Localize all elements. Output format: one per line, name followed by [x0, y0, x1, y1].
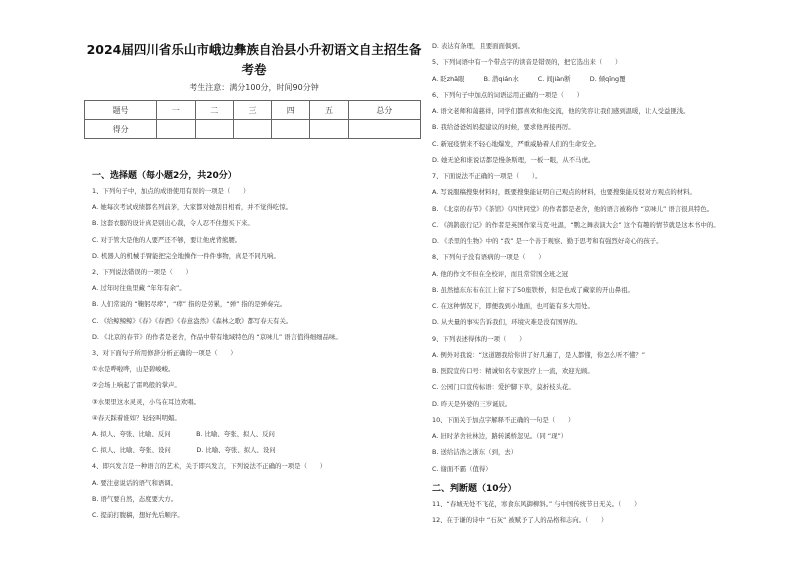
question-line: C. 拟人、比喻、夸张、设问 D. 比喻、夸张、拟人、设问	[92, 446, 276, 455]
score-blank[interactable]	[233, 120, 271, 139]
question-line: A. 要注意说话的语气和语调。	[92, 478, 178, 487]
question-line: C. 对于管大是他的人要严还不够，要让他虎背熊腰。	[92, 235, 242, 244]
question-line: 2、下列说法错误的一项是（ ）	[92, 268, 192, 276]
exam-title	[84, 40, 424, 80]
question-line: 7、下面说法不正确的一项是（ ）。	[432, 172, 542, 180]
question-line: A. 例外对我说：“这道题我给你讲了好几遍了，是人都懂，你怎么听不懂？”	[432, 350, 646, 359]
question-line: B. 医院宣传口号：精诚知名专家医疗上一流，欢迎光顾。	[432, 367, 594, 375]
question-line: B. 送给洁浩之浙东（到，去）	[432, 448, 518, 457]
question-line: D. 从夫量的事实告诉我们，环境灾难是没有国界的。	[432, 318, 582, 327]
question-line: 6、下列句子中加点的词语运用正确的一项是（ ）	[432, 90, 584, 99]
question-line: 3、对下面句子所用修辞分析正确的一项是（ ）	[92, 349, 237, 357]
question-line: D. 《北京的春节》的作者是老舍，作品中带有地域特色的 “京味儿” 语言值得细细品味。	[92, 332, 342, 341]
question-line: C. 在这种情况下，即便我到小地面，也可能有多大用处。	[432, 302, 594, 310]
title-line-1: 2024届四川省乐山市峨边彝族自治县小升初语文自主招生备	[86, 42, 422, 57]
question-line: 8、下列句子没有语病的一项是（ ）	[432, 253, 545, 262]
question-line: D. 昨天是外婆的三岁诞辰。	[432, 399, 512, 408]
question-line: D. 表达有条理，且要面面俱到。	[432, 42, 525, 50]
question-line: C. 提前打腹稿，想好先后顺序。	[92, 511, 184, 519]
question-line: A. 写说服稿搜集材料时，既要搜集能证明自己观点的材料，也要搜集能反驳对方观点的材料。	[432, 188, 696, 197]
question-line: B. 我给爸爸妈妈提建议的时候，要求他再接再厉。	[432, 123, 575, 132]
section-heading-choice: 一、选择题（每小题2分，共20分）	[92, 171, 237, 181]
question-line: ②会场上响起了雷鸣般的掌声。	[92, 381, 181, 390]
score-cell: 总分	[348, 101, 420, 120]
question-line: B. 语气要自然，态度要大方。	[92, 494, 178, 503]
question-line: A. 过年时往鱼里藏 “年年有余”。	[92, 284, 186, 293]
score-cell: 二	[195, 101, 233, 120]
question-line: 5、下列词语中有一个带点字的读音是错误的，把它选出来（ ）	[432, 58, 622, 67]
score-blank[interactable]	[195, 120, 233, 139]
score-cell: 一	[157, 101, 195, 120]
question-line: B. 这套衣服的设计真是别出心裁，令人忍不住想买下来。	[92, 219, 254, 228]
question-line: ③水果里这水灵灵，小鸟在耳边欢唱。	[92, 397, 200, 406]
score-cell: 题号	[85, 101, 157, 120]
question-line: 12、在于谦的诗中 “石灰” 被赋予了人的品格和志向。（ ）	[432, 516, 608, 524]
question-line: 1、下列句子中，加点的成语使用有误的一项是（ ）	[92, 187, 250, 195]
question-line: B. 人们常说的 “鞠躬尽瘁”，“瘁” 指的是劳累，“弹” 指的是弹奏完。	[92, 300, 287, 309]
score-blank[interactable]	[310, 120, 348, 139]
question-line: D. 机器人的机械手臂能把完全地操作一件件事物，真是不同凡响。	[92, 251, 280, 260]
score-value-row	[85, 120, 421, 139]
question-line: 9、下列表述得体的一项（ ）	[432, 334, 526, 343]
score-label: 得分	[85, 120, 157, 139]
section-heading-judge: 二、判断题（10分）	[432, 484, 517, 494]
title-line-2: 考卷	[241, 62, 267, 77]
question-line: A. 眨zhǎ眼 B. 潜qián水 C. 间jiàn断 D. 倾qīng覆	[432, 74, 626, 83]
score-blank[interactable]	[348, 120, 420, 139]
question-line: ④春天踩着谁如？轻轻叫明媚。	[92, 413, 181, 422]
question-line: C. 《鸽鹊旅行记》的作者是英国作家马克·吐温，“鹦之舞表演大会” 这个有趣的情节就是这本书中的。	[432, 220, 720, 229]
question-line: C. 谢面不霸（值得）	[432, 464, 492, 473]
question-line: C. 新冠疫情来不轻心地爆发，严重威胁着人们的生命安全。	[432, 139, 601, 148]
exam-notice: 考生注意：满分100分，时间90分钟	[189, 83, 319, 92]
question-line: A. 他的作文不但在全校评，而且常常国全班之冠	[432, 269, 569, 278]
question-line: A. 旧时茅舍社林边，路转溪桥忽见。（同 “现”）	[432, 432, 568, 440]
question-line: A. 拟人、夸张、比喻、反问 B. 比喻、夸张、拟人、反问	[92, 430, 275, 438]
question-line: A. 她每次考试成绩都名列前茅，大家都对她刮目相看，并不觉得吃惊。	[92, 203, 293, 212]
question-line: D. 她无论和谁说话都是慢条斯理，一板一眼，从不马虎。	[432, 155, 595, 164]
score-cell: 三	[233, 101, 271, 120]
score-cell: 五	[310, 101, 348, 120]
score-blank[interactable]	[272, 120, 310, 139]
question-line: B. 《北京的春节》《茶馆》《四世同堂》的作者都是老舍，他的语言被称作 “京味儿” 语言很具特色。	[432, 204, 714, 213]
score-header-row	[85, 101, 421, 120]
question-line: A. 语文老师和蔼慈祥，同学们都喜欢和他交流，他的笑容让我们感到温暖，让人受益匪浅。	[432, 107, 690, 115]
question-line: C. 公园门口宣传标语：爱护脚下草，莫折枝头花。	[432, 383, 575, 392]
score-cell: 四	[272, 101, 310, 120]
question-line: C. 《给鲸鲸鲸》《春》《春酒》《春意盎然》《森林之歌》都写春天有关。	[92, 316, 293, 325]
question-line: 10、下面关于加点字解释不正确的一句是（ ）	[432, 415, 575, 424]
question-line: B. 虽然德东东布在江上留下了50座铁桥，但是也成了藏家的开山鼻祖。	[432, 285, 634, 294]
question-line: ①水是哗啦哗，山是碧峻峻。	[92, 365, 175, 374]
question-line: 11、“春城无处不飞花，寒食东风御柳斜。” 与中国传统节日无关。（ ）	[432, 500, 641, 508]
score-table	[84, 100, 421, 139]
question-line: 4、即兴发言是一种语言的艺术，关于即兴发言，下列说法不正确的一项是（ ）	[92, 462, 327, 471]
score-blank[interactable]	[157, 120, 195, 139]
question-line: D. 《杀里的生物》中的 “我” 是一个善于观察、勤于思考和有强烈好奇心的孩子。	[432, 237, 663, 245]
